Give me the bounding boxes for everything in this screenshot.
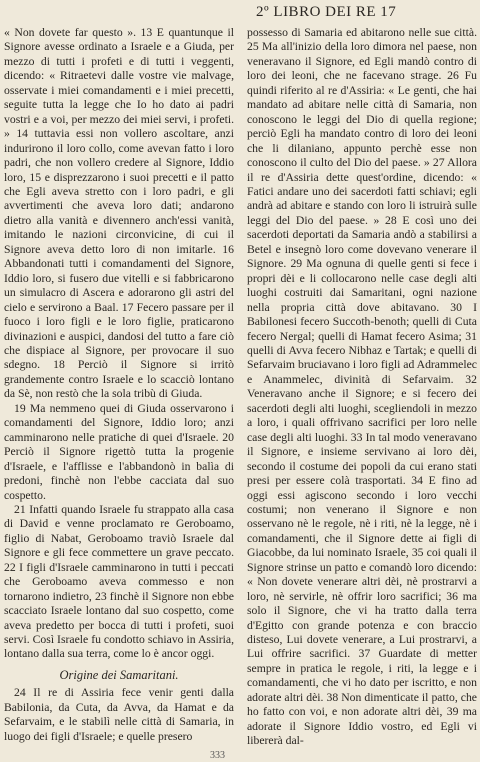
paragraph: « Non dovete far questo ». 13 E quantunque il Signore avesse ordinato a Israele e a Giuda, per mezzo di tutti i profeti e di tutti i veggenti, dicendo: « Ritraetevi dalle vostre vie malvage, osservate i miei comandamenti e i miei precetti, seguite tutta la legge che Io ho dato ai padri vostri e a voi, per mezzo dei miei servi, i profeti. » 14 tuttavia essi non vollero ascoltare, anzi indurirono il loro collo, come avevan fatto i loro padri, che non vollero credere al Signore, Iddio loro, 15 e disprezzarono i suoi precetti e il patto che Egli aveva stretto con i loro padri, e gli avvertimenti che aveva loro dati; andarono dietro alla vanità e divennero anch'essi vanità, imitando le nazioni circonvicine, di cui il Signore aveva detto loro di non imitarle. 16 Abbandonati tutti i comandamenti del Signore, Iddio loro, si fusero due vitelli e si fabbricarono un simulacro di Ascera e adorarono gli astri del cielo e servirono a Baal. 17 Fecero passare per il fuoco i loro figli e le loro figlie, praticarono divinazioni e auspici, dandosi del tutto a fare ciò che dispiace al Signore, per provocare il suo sdegno. 18 Perciò il Signore si irritò grandemente contro Israele e lo scacciò lontano da Sè, non restò che la sola tribù di Giuda. — [4, 26, 234, 401]
paragraph: possesso di Samaria ed abitarono nelle sue città. 25 Ma all'inizio della loro dimora nel paese, non veneravano il Signore, ed Egli mandò contro di loro dei leoni, che ne facevano strage. 26 Fu quindi riferito al re d'Assiria: « Le genti, che hai mandato ad abitare nelle città di Samaria, non conoscono le leggi del Dio di quella regione; perciò Egli ha mandato contro di loro dei leoni che li dilaniano, appunto perchè esse non conoscono il culto del Dio del paese. » 27 Allora il re d'Assiria dette quest'ordine, dicendo: « Fatici andare uno dei sacerdoti fatti schiavi; egli andrà ad abitare e stando con loro li istruirà sulle leggi del Dio del paese. » 28 E così uno dei sacerdoti deportati da Samaria andò a stabilirsi a Betel e insegnò loro come dovevano venerare il Signore. 29 Ma ognuna di quelle genti si fece i propri dèi e li collocarono nelle case degli alti luoghi costruiti dai Samaritani, ogni nazione nella propria città dove abitavano. 30 I Babilonesi fecero Succoth-benoth; quelli di Cuta fecero Nergal; quelli di Hamat fecero Asima; 31 quelli di Avva fecero Nibhaz e Tartak; e quelli di Sefarvaim bruciavano i loro figli ad Adrammelec e Anammelec, divinità di Sefarvaim. 32 Veneravano anche il Signore; e si fecero dei sacerdoti degli alti luoghi, scegliendoli in mezzo a loro, i quali offrivano sacrifici per loro nelle case degli alti luoghi. 33 In tal modo veneravano il Signore, e insieme servivano ai loro dèi, secondo il costume dei popoli da cui erano stati presi per essere colà trasportati. 34 E fino ad oggi essi agiscono secondo i loro vecchi costumi; non venerano il Signore e non osservano nè le regole, nè i riti, nè la legge, nè i comandamenti, che il Signore dette ai figli di Giacobbe, da lui nominato Israele, 35 coi quali il Signore strinse un patto e comandò loro dicendo: « Non dovete venerare altri dèi, nè prostrarvi a loro, nè servirle, nè offrir loro sacrifici; 36 ma solo il Signore, che vi ha tratto dalla terra d'Egitto con grande potenza e con braccio disteso, Lui dovete venerare, a Lui prostrarvi, a Lui offrire sacrifici. 37 Guardate di metter sempre in pratica le regole, i riti, la legge e i comandamenti, che vi ho dato per iscritto, e non adorate altri dèi. 38 Non dimenticate il patto, che ho fatto con voi, e non adorate altri dèi, 39 ma adorate il Signore Iddio vostro, ed Egli vi libererà dal- — [247, 26, 477, 748]
paragraph: 21 Infatti quando Israele fu strappato alla casa di David e venne proclamato re Geroboamo, figlio di Nabat, Geroboamo traviò Israele dal Signore e gli fece commettere un grave peccato. 22 I figli d'Israele camminarono in tutti i peccati che Geroboamo aveva commesso e non tornarono indietro, 23 finchè il Signore non ebbe scacciato Israele lontano dal suo cospetto, come aveva predetto per bocca di tutti i profeti, suoi servi. Così Israele fu condotto schiavo in Assiria, lontano dalla sua terra, come lo è ancor oggi. — [4, 502, 234, 661]
page-number: 333 — [210, 750, 225, 761]
left-column — [4, 26, 234, 756]
section-title: Origine dei Samaritani. — [59, 667, 179, 682]
right-column — [247, 26, 477, 756]
paragraph: 24 Il re di Assiria fece venir genti dalla Babilonia, da Cuta, da Avva, da Hamat e da Sefarvaim, e le stabilì nelle città di Samaria, in luogo dei figli d'Israele; e quelle presero — [4, 686, 234, 743]
page-header — [0, 2, 480, 24]
running-title: 2º LIBRO DEI RE 17 — [256, 4, 397, 20]
paragraph: 19 Ma nemmeno quei di Giuda osservarono i comandamenti del Signore, Iddio loro; anzi camminarono nelle pratiche di quei d'Israele. 20 Perciò il Signore rigettò tutta la progenie d'Israele, e l'afflisse e l'abbandonò in balìa di predoni, finchè non l'ebbe cacciata dal suo cospetto. — [4, 401, 234, 502]
